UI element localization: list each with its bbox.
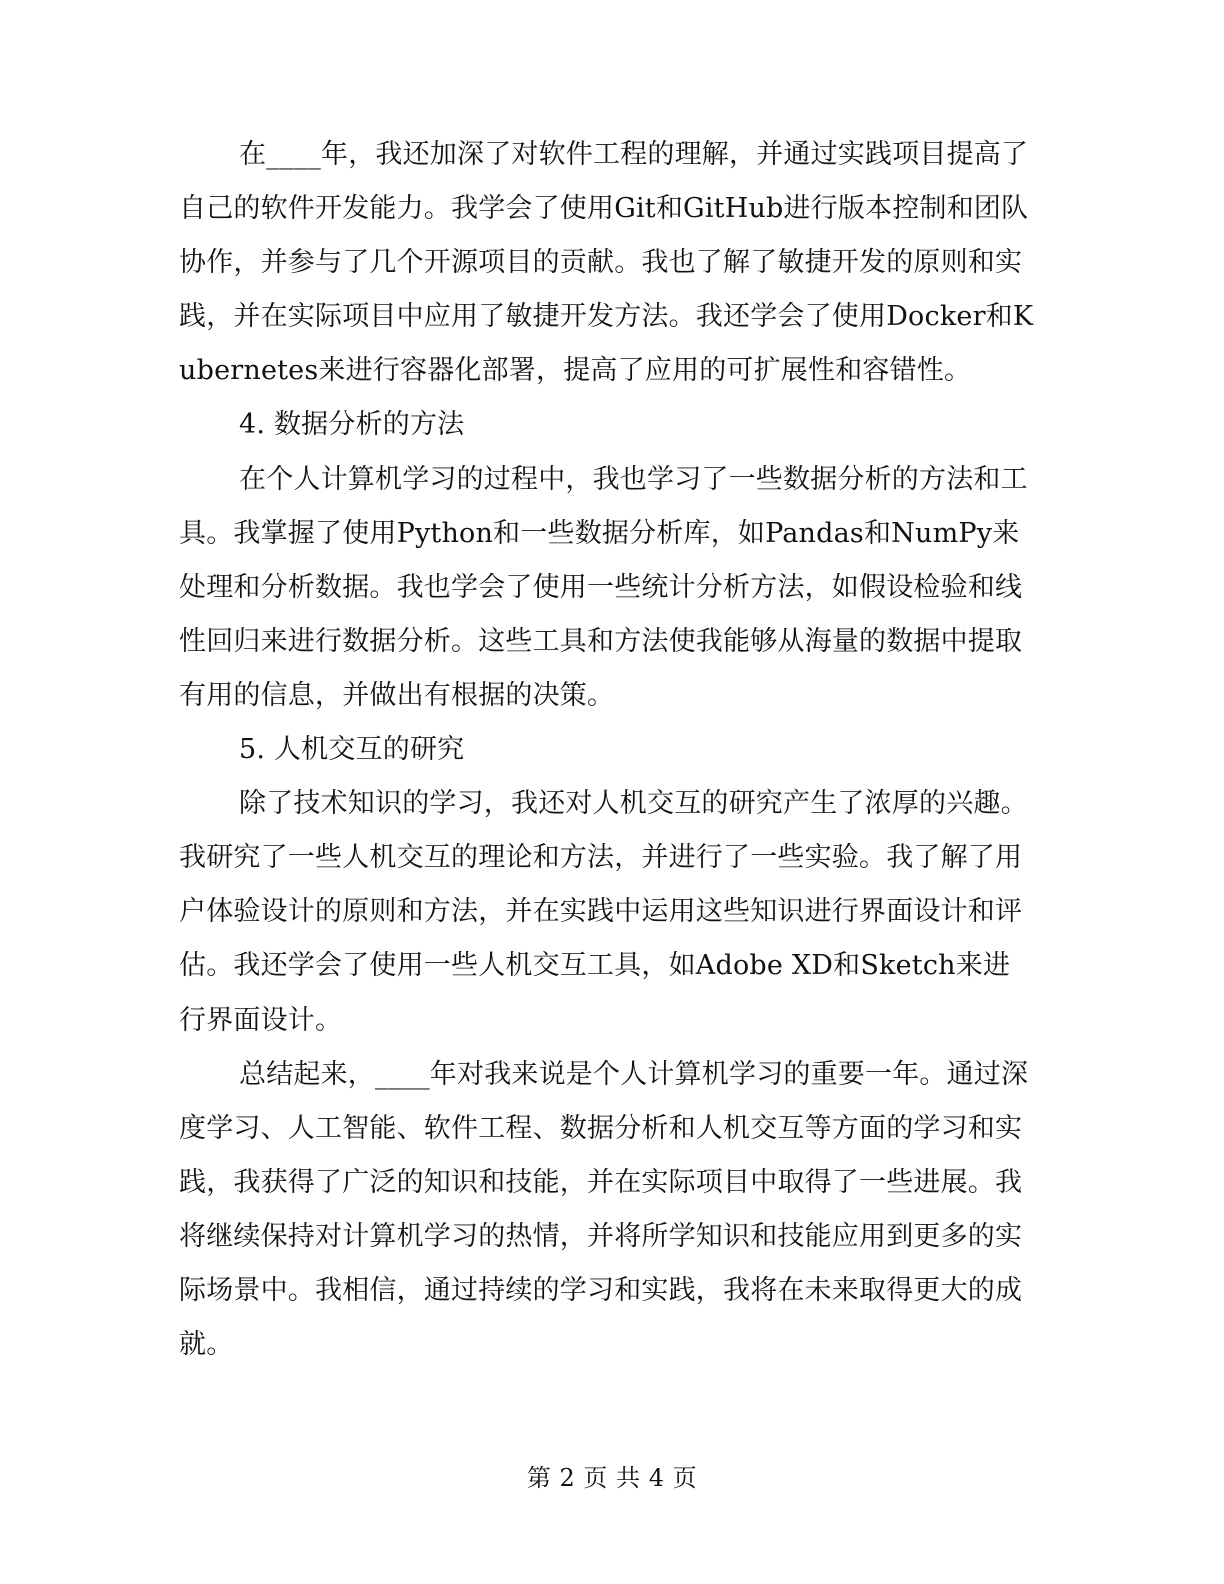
paragraph-summary: 总结起来，____年对我来说是个人计算机学习的重要一年。通过深度学习、人工智能、软件工程、数据分析和人机交互等方面的学习和实践，我获得了广泛的知识和技能，并在实际项目中取得了一些进展。我将继续保持对计算机学习的热情，并将所学知识和技能应用到更多的实际场景中。我相信，通过持续的学习和实践，我将在未来取得更大的成就。 [179, 1058, 1029, 1361]
paragraph-hci: 除了技术知识的学习，我还对人机交互的研究产生了浓厚的兴趣。我研究了一些人机交互的理论和方法，并进行了一些实验。我了解了用户体验设计的原则和方法，并在实践中运用这些知识进行界面设计和评估。我还学会了使用一些人机交互工具，如Adobe XD和Sketch来进行界面设计。 [179, 788, 1028, 1036]
paragraph-data-analysis: 在个人计算机学习的过程中，我也学习了一些数据分析的方法和工具。我掌握了使用Python和一些数据分析库，如Pandas和NumPy来处理和分析数据。我也学会了使用一些统计分析方法，如假设检验和线性回归来进行数据分析。这些工具和方法使我能够从海量的数据中提取有用的信息，并做出有根据的决策。 [179, 463, 1028, 711]
document-body [179, 128, 1034, 1372]
section-heading-hci: 5. 人机交互的研究 [239, 734, 465, 766]
section-heading-data-analysis: 4. 数据分析的方法 [239, 409, 465, 441]
page-footer: 第 2 页 共 4 页 [526, 1464, 698, 1492]
paragraph-software-engineering: 在____年，我还加深了对软件工程的理解，并通过实践项目提高了自己的软件开发能力。我学会了使用Git和GitHub进行版本控制和团队协作，并参与了几个开源项目的贡献。我也了解了敏捷开发的原则和实践，并在实际项目中应用了敏捷开发方法。我还学会了使用Docker和Kubernetes来进行容器化部署，提高了应用的可扩展性和容错性。 [179, 139, 1034, 387]
